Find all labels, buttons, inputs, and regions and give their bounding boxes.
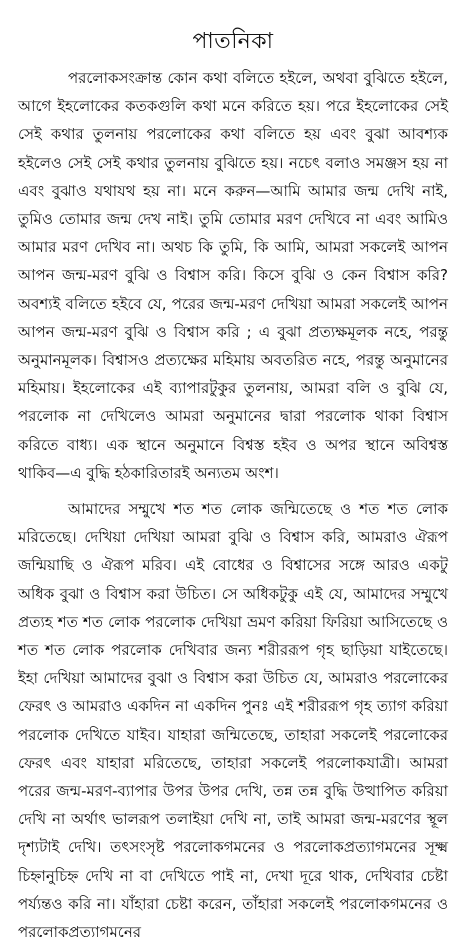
paragraph-2: আমাদের সম্মুখে শত শত লোক জন্মিতেছে ও শত শত লোক মরিতেছে। দেখিয়া দেখিয়া আমরা বুঝি ও বিশ্বাস করি, আমরাও ঐরূপ জন্মিয়াছি ও ঐরূপ মরিব। এই বোধের ও বিশ্বাসের সঙ্গে আরও একটু অধিক বুঝা ও বিশ্বাস করা উচিত। সে অধিকটুকু এই যে, আমাদের সম্মুখে প্রত্যহ শত শত লোক পরলোক দেখিয়া ভ্রমণ করিয়া ফিরিয়া আসিতেছে ও শত শত লোক পরলোক দেখিবার জন্য শরীররূপ গৃহ ছাড়িয়া যাইতেছে। ইহা দেখিয়া আমাদের বুঝা ও বিশ্বাস করা উচিত যে, আমরাও পরলোকের ফেরৎ ও আমরাও একদিন না একদিন পুনঃ এই শরীররূপ গৃহ ত্যাগ করিয়া পরলোক দেখিতে যাইব। যাহারা জন্মিতেছে, তাহারা সকলেই পরলোকের ফেরৎ এবং যাহারা মরিতেছে, তাহারা সকলেই পরলোকযাত্রী। আমরা পরের জন্ম-মরণ-ব্যাপার উপর উপর দেখি, তন্ন তন্ন বুদ্ধি উত্থাপিত করিয়া দেখি না অর্থাৎ ভালরূপ তলাইয়া দেখি না, তাই আমরা জন্ম-মরণের স্থূল দৃশ্যটাই দেখি। তৎসংসৃষ্ট পরলোকগমনের ও পরলোকপ্রত্যাগমনের সূক্ষ্ম চিহ্নানুচিহ্ন দেখি না বা দেখিতে পাই না, দেখা দূরে থাক, দেখিবার চেষ্টা পর্য্যন্তও করি না। যাঁহারা চেষ্টা করেন, তাঁহারা সকলেই পরলোকগমনের ও পরলোকপ্রত্যাগমনের xyxy=(18,500,448,942)
paragraph-1: পরলোকসংক্রান্ত কোন কথা বলিতে হইলে, অথবা বুঝিতে হইলে, আগে ইহলোকের কতকগুলি কথা মনে করিতে হয়। পরে ইহলোকের সেই সেই কথার তুলনায় পরলোকের কথা বলিতে হয় এবং বুঝা আবশ্যক হইলেও সেই সেই কথার তুলনায় বুঝিতে হয়। নচেৎ বলাও সমঞ্জস হয় না এবং বুঝাও যথাযথ হয় না। মনে করুন—আমি আমার জন্ম দেখি নাই, তুমিও তোমার জন্ম দেখ নাই। তুমি তোমার মরণ দেখিবে না এবং আমিও আমার মরণ দেখিব না। অথচ কি তুমি, কি আমি, আমরা সকলেই আপন আপন জন্ম-মরণ বুঝি ও বিশ্বাস করি। কিসে বুঝি ও কেন বিশ্বাস করি? অবশ্যই বলিতে হইবে যে, পরের জন্ম-মরণ দেখিয়া আমরা সকলেই আপন আপন জন্ম-মরণ বুঝি ও বিশ্বাস করি ; এ বুঝা প্রত্যক্ষমূলক নহে, পরন্তু অনুমানমূলক। বিশ্বাসও প্রত্যক্ষের মহিমায় অবতরিত নহে, পরন্তু অনুমানের মহিমায়। ইহলোকের এই ব্যাপারটুকুর তুলনায়, আমরা বলি ও বুঝি যে, পরলোক না দেখিলেও আমরা অনুমানের দ্বারা পরলোক থাকা বিশ্বাস করিতে বাধ্য। এক স্থানে অনুমানে বিশ্বস্ত হইব ও অপর স্থানে অবিশ্বস্ত থাকিব—এ বুদ্ধি হঠকারিতারই অন্যতম অংশ। xyxy=(18,69,448,482)
page-title: পাতনিকা xyxy=(192,29,274,54)
